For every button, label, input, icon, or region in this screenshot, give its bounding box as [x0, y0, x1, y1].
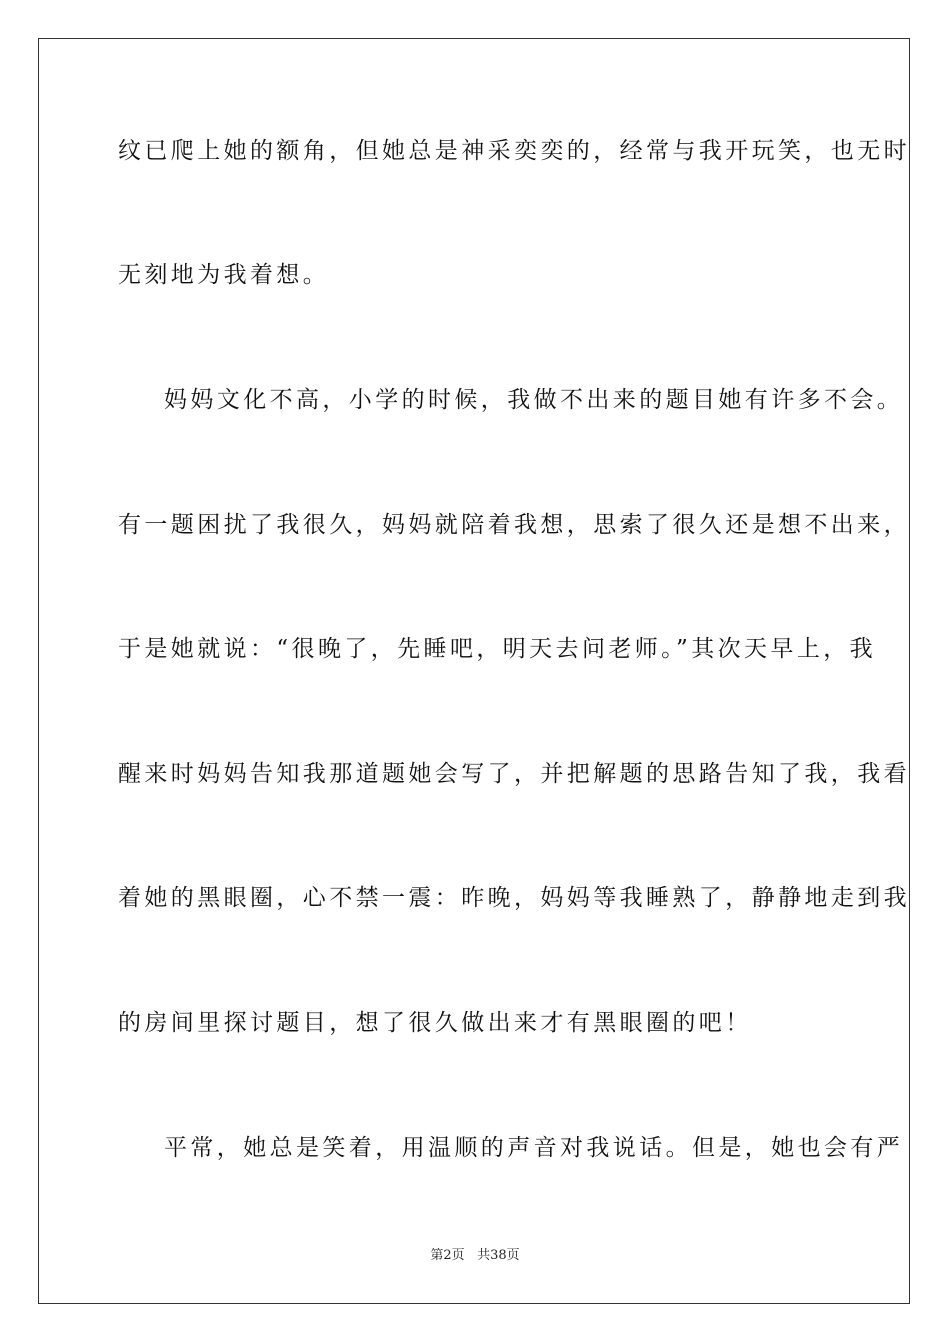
- body-text-line: 着她的黑眼圈，心不禁一震：昨晚，妈妈等我睡熟了，静静地走到我: [118, 885, 910, 911]
- page-border: [38, 38, 910, 1304]
- page-footer: [0, 1244, 950, 1263]
- page-number: 第2页: [430, 1248, 465, 1263]
- body-text-line: 有一题困扰了我很久，妈妈就陪着我想，思索了很久还是想不出来，: [118, 512, 910, 538]
- body-text-line: 的房间里探讨题目，想了很久做出来才有黑眼圈的吧！: [118, 1010, 752, 1036]
- body-text-line: 醒来时妈妈告知我那道题她会写了，并把解题的思路告知了我，我看: [118, 761, 910, 787]
- paragraph-start-line: 平常，她总是笑着，用温顺的声音对我说话。但是，她也会有严: [164, 1135, 904, 1161]
- paragraph-start-line: 妈妈文化不高，小学的时候，我做不出来的题目她有许多不会。: [164, 387, 904, 413]
- page-total: 共38页: [477, 1248, 520, 1263]
- body-text-line: 纹已爬上她的额角，但她总是神采奕奕的，经常与我开玩笑，也无时: [118, 138, 910, 164]
- body-text-line: 无刻地为我着想。: [118, 262, 330, 288]
- body-text-line: 于是她就说：“很晚了，先睡吧，明天去问老师。”其次天早上，我: [118, 636, 877, 662]
